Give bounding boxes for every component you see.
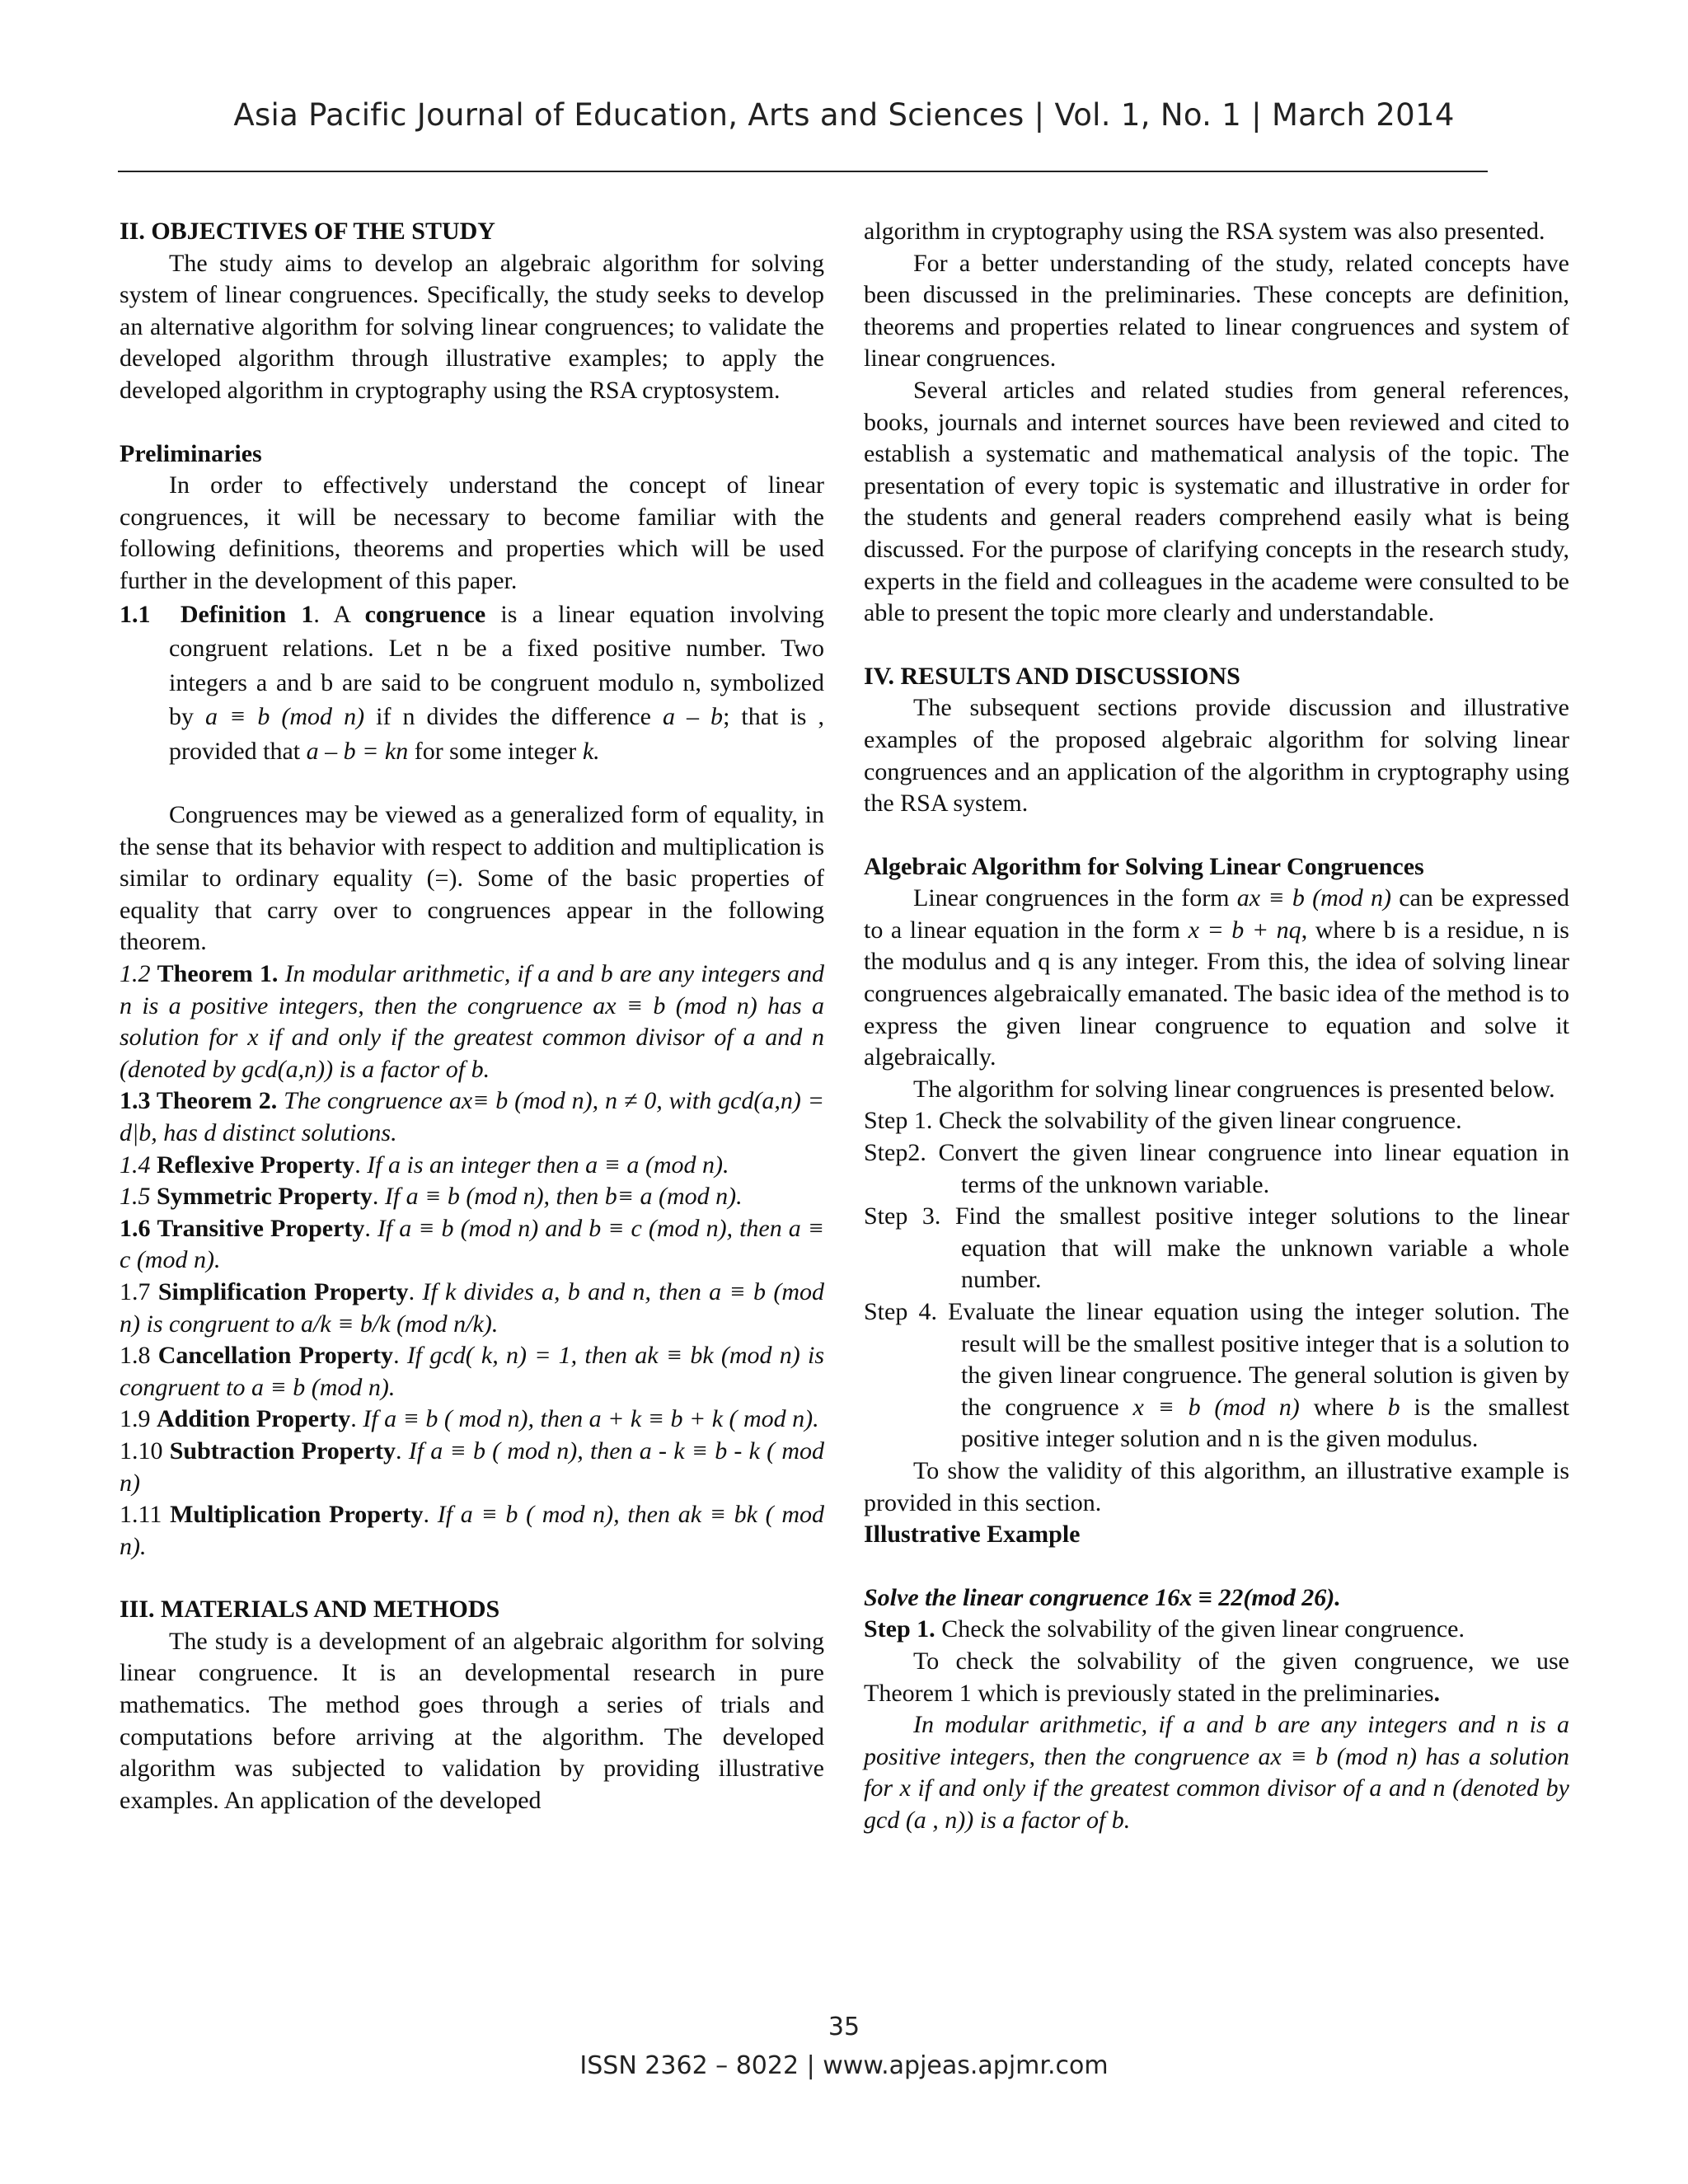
algorithm-presented-paragraph: The algorithm for solving linear congruences is presented below. (913, 1075, 1555, 1103)
property-text: If a ≡ b (mod n), then b≡ a (mod n). (384, 1183, 743, 1211)
property-text: If a ≡ b (mod n) and b ≡ c (mod n), then a ≡ c (mod n). (120, 1214, 825, 1274)
property-item: 1.9 Addition Property. If a ≡ b ( mod n), then a + k ≡ b + k ( mod n). (120, 1405, 819, 1433)
preliminaries-paragraph: In order to effectively understand the concept of linear congruences, it will be necessary to become familiar with the following definitions, theorems and properties which will be used further in the development of this paper. (120, 471, 824, 594)
property-text: If a ≡ b ( mod n), then ak ≡ bk ( mod n). (120, 1501, 825, 1560)
definition-term: congruence (364, 600, 486, 628)
property-text: If a is an integer then a ≡ a (mod n). (367, 1151, 729, 1179)
property-item: 1.4 Reflexive Property. If a is an integer then a ≡ a (mod n). (120, 1151, 729, 1179)
algorithm-heading: Algebraic Algorithm for Solving Linear Congruences (864, 852, 1424, 880)
property-label: Addition Property (157, 1405, 351, 1433)
property-number: 1.4 (120, 1151, 151, 1179)
paragraph-text: . (1433, 1679, 1440, 1707)
property-item: 1.11 Multiplication Property. If a ≡ b ( mod n), then ak ≡ bk ( mod n). (120, 1501, 825, 1560)
page-number: 35 (828, 2013, 860, 2041)
step-label: Step 1. (864, 1615, 935, 1643)
property-number: 1.10 (120, 1436, 163, 1465)
congruences-paragraph: Congruences may be viewed as a generalized form of equality, in the sense that its behavior with respect to addition and multiplication is similar to ordinary equality (=). Some of the basic properties of equality that carry over to congruences appear in the following theorem. (120, 801, 824, 956)
theorem-1 (120, 958, 824, 1085)
property-item: 1.8 Cancellation Property. If gcd( k, n) = 1, then ak ≡ bk (mod n) is congruent to a ≡ b (mod n). (120, 1342, 825, 1401)
property-label: Simplification Property (157, 1277, 409, 1305)
property-number: 1.11 (120, 1501, 162, 1529)
property-label: Multiplication Property (170, 1501, 424, 1529)
math-expression: ax ≡ b (mod n) (1236, 884, 1391, 912)
preliminaries-heading: Preliminaries (120, 439, 262, 467)
math-expression: x = b + nq (1188, 916, 1301, 944)
paragraph-text: To check the solvability of the given congruence, we use Theorem 1 which is previously stated in the preliminaries (864, 1647, 1569, 1707)
property-item: 1.10 Subtraction Property. If a ≡ b ( mod n), then a - k ≡ b - k ( mod n) (120, 1436, 825, 1497)
math-expression: b (1387, 1393, 1400, 1421)
header-rule (118, 171, 1488, 172)
definition-text: is a linear equation involving congruent relations. Let n be a fixed positive number. Two integers a and b are said to be congruent modulo n, symbolized by (169, 600, 825, 731)
property-number: 1.8 (120, 1342, 151, 1370)
theorem-2 (120, 1085, 824, 1149)
solvability-paragraph (864, 1646, 1569, 1709)
property-label: Subtraction Property (169, 1436, 396, 1465)
definition-text: . A (313, 600, 365, 628)
theorem-label: Theorem 1. (157, 960, 279, 987)
theorem-quote: In modular arithmetic, if a and b are any integers and n is a positive integers, then the congruence ax ≡ b (mod n) has a solution for x if and only if the greatest common divisor of a and n (denoted by gcd (a , n)) is a factor of b. (864, 1711, 1569, 1834)
definition-text: if n divides the difference (364, 703, 663, 731)
property-number: 1.7 (120, 1277, 151, 1305)
math-expression: a – b = kn (306, 737, 409, 765)
theorem-text: The congruence ax≡ b (mod n), n ≠ 0, with gcd(a,n) = d|b, has d distinct solutions. (120, 1087, 825, 1146)
algorithm-intro-paragraph (864, 883, 1569, 1074)
objectives-heading: II. OBJECTIVES OF THE STUDY (120, 218, 495, 245)
step-text: is the smallest positive integer solution and n is the given modulus. (961, 1393, 1569, 1453)
definition-1 (120, 598, 824, 769)
property-item: 1.6 Transitive Property. If a ≡ b (mod n) and b ≡ c (mod n), then a ≡ c (mod n). (120, 1214, 825, 1274)
literature-paragraph: Several articles and related studies from general references, books, journals and internet sources have been reviewed and cited to establish a systematic and mathematical analysis of the topic. The presentation of every topic is systematic and illustrative in order for the students and general readers comprehend easily what is being discussed. For the purpose of clarifying concepts in the research study, experts in the field and colleagues in the academe were consulted to be able to present the topic more clearly and understandable. (864, 376, 1569, 627)
property-text: If gcd( k, n) = 1, then ak ≡ bk (mod n) is congruent to a ≡ b (mod n). (120, 1342, 825, 1401)
validity-paragraph: To show the validity of this algorithm, an illustrative example is provided in this section. (864, 1456, 1569, 1516)
results-paragraph: The subsequent sections provide discussion and illustrative examples of the proposed algebraic algorithm for solving linear congruences and an application of the algorithm in cryptography using the RSA system. (864, 694, 1569, 818)
property-label: Cancellation Property (157, 1342, 394, 1370)
right-column (864, 216, 1569, 1837)
property-item: 1.7 Simplification Property. If k divides a, b and n, then a ≡ b (mod n) is congruent to a/k ≡ b/k (mod n/k). (120, 1277, 825, 1338)
property-item: 1.5 Symmetric Property. If a ≡ b (mod n), then b≡ a (mod n). (120, 1183, 743, 1211)
algorithm-step (864, 1296, 1569, 1455)
math-expression: x ≡ b (mod n) (1132, 1393, 1300, 1421)
property-label: Symmetric Property (157, 1183, 373, 1211)
example-problem: Solve the linear congruence 16x ≡ 22(mod 26). (864, 1583, 1341, 1611)
journal-header: Asia Pacific Journal of Education, Arts and Sciences | Vol. 1, No. 1 | March 2014 (233, 97, 1455, 133)
property-text: If a ≡ b ( mod n), then a - k ≡ b - k ( mod n) (120, 1436, 825, 1497)
property-number: 1.6 (120, 1214, 151, 1242)
materials-heading: III. MATERIALS AND METHODS (120, 1596, 500, 1624)
step-text: Check the solvability of the given linear congruence. (935, 1615, 1465, 1643)
definition-text: ; that is , provided that (169, 703, 825, 765)
theorem-label: 1.3 Theorem 2. (120, 1087, 278, 1115)
preliminaries-summary-paragraph: For a better understanding of the study, related concepts have been discussed in the preliminaries. These concepts are definition, theorems and properties related to linear congruences and system of linear congruences. (864, 249, 1569, 373)
paragraph-text: , where b is a residue, n is the modulus and q is any integer. From this, the idea of solving linear congruences algebraically emanated. The basic idea of the method is to express the given linear congruence to equation and solve it algebraically. (864, 916, 1569, 1071)
objectives-paragraph: The study aims to develop an algebraic algorithm for solving system of linear congruences. Specifically, the study seeks to develop an alternative algorithm for solving linear congruences; to validate the developed algorithm through illustrative examples; to apply the developed algorithm in cryptography using the RSA cryptosystem. (120, 249, 824, 404)
property-number: 1.5 (120, 1183, 151, 1211)
theorem-number: 1.2 (120, 960, 151, 987)
paragraph-text: can be expressed to a linear equation in the form (864, 884, 1569, 944)
property-text: If a ≡ b ( mod n), then a + k ≡ b + k ( mod n). (363, 1405, 819, 1433)
paragraph-text: Linear congruences in the form (913, 884, 1237, 912)
algorithm-step: Step2. Convert the given linear congruence into linear equation in terms of the unknown variable. (864, 1139, 1569, 1198)
definition-label: Definition 1 (180, 600, 314, 628)
property-list (120, 1150, 824, 1563)
left-column (120, 216, 824, 1816)
example-step-1 (864, 1614, 1569, 1646)
property-text: If k divides a, b and n, then a ≡ b (mod n) is congruent to a/k ≡ b/k (mod n/k). (120, 1277, 825, 1338)
definition-text: for some integer (408, 737, 583, 765)
property-label: Transitive Property (157, 1214, 365, 1242)
property-number: 1.9 (120, 1405, 151, 1433)
results-heading: IV. RESULTS AND DISCUSSIONS (864, 662, 1240, 690)
algorithm-step: Step 1. Check the solvability of the given linear congruence. (864, 1107, 1462, 1135)
materials-continued: algorithm in cryptography using the RSA system was also presented. (864, 218, 1545, 245)
step-text: Step 4. Evaluate the linear equation using the integer solution. The result will be the smallest positive integer that is a solution to the given linear congruence. The general solution is given by the congruence (864, 1298, 1569, 1421)
theorem-text: In modular arithmetic, if a and b are any integers and n is a positive integers, then the congruence ax ≡ b (mod n) has a solution for x if and only if the greatest common divisor of a and n (denoted by gcd(a,n)) is a factor of b. (120, 960, 825, 1083)
materials-paragraph: The study is a development of an algebraic algorithm for solving linear congruence. It is an developmental research in pure mathematics. The method goes through a series of trials and computations before arriving at the algorithm. The developed algorithm was subjected to validation by providing illustrative examples. An application of the developed (120, 1627, 824, 1814)
math-expression: a – b (662, 703, 724, 731)
math-expression: k. (582, 737, 600, 765)
step-text: where (1299, 1393, 1388, 1421)
algorithm-step: Step 3. Find the smallest positive integer solutions to the linear equation that will make the unknown variable a whole number. (864, 1202, 1569, 1294)
math-expression: a ≡ b (mod n) (205, 703, 365, 731)
example-heading: Illustrative Example (864, 1521, 1081, 1549)
definition-number: 1.1 (120, 600, 151, 628)
property-label: Reflexive Property (157, 1151, 355, 1179)
algorithm-steps (864, 1105, 1569, 1455)
issn-footer: ISSN 2362 – 8022 | www.apjeas.apjmr.com (579, 2051, 1109, 2080)
